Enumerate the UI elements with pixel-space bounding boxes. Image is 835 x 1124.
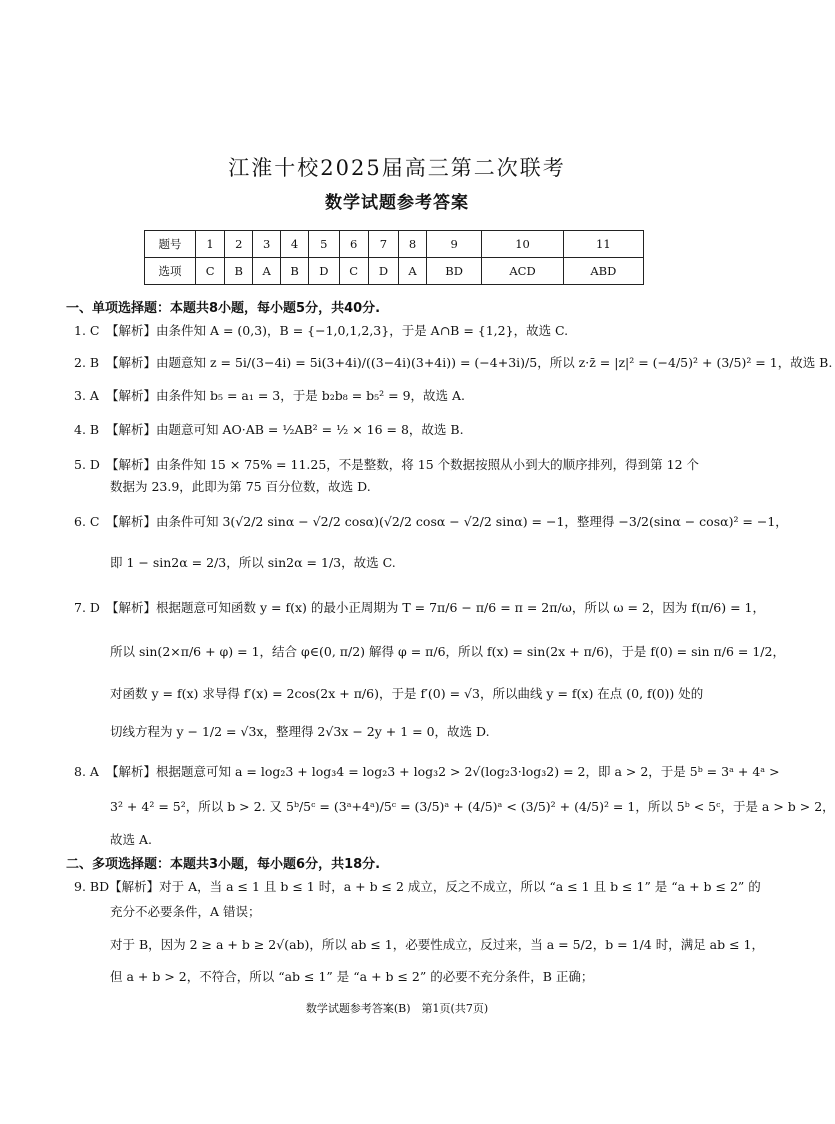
row-header-number: 题号 — [145, 231, 196, 258]
solution-line — [74, 321, 724, 339]
solution-text: 【解析】根据题意可知 a = log₂3 + log₃4 = log₂3 + log₃2 > 2√(log₂3·log₃2) = 2，即 a > 2，于是 5ᵇ = 3ᵃ + 4ᵃ > — [106, 764, 780, 779]
solution-line — [74, 877, 761, 895]
solution-text: 【解析】由题意可知 AO·AB = ½AB² = ½ × 16 = 8，故选 B. — [106, 422, 464, 437]
answer-table — [144, 230, 644, 285]
solution-text: 【解析】根据题意可知函数 y = f(x) 的最小正周期为 T = 7π/6 − π/6 = π = 2π/ω，所以 ω = 2，因为 f(π/6) = 1， — [106, 600, 765, 615]
solution-continuation: 充分不必要条件，A 错误； — [110, 904, 261, 919]
section-heading-multi-choice: 二、多项选择题：本题共3小题，每小题6分，共18分. — [66, 857, 381, 872]
solution-text: 【解析】由条件可知 3(√2/2 sinα − √2/2 cosα)(√2/2 cosα − √2/2 sinα) = −1，整理得 −3/2(sinα − cosα)² = −1， — [106, 514, 788, 529]
question-number: 7 — [368, 231, 398, 258]
solution-text: 【解析】对于 A，当 a ≤ 1 且 b ≤ 1 时，a + b ≤ 2 成立，反之不成立，所以 “a ≤ 1 且 b ≤ 1” 是 “a + b ≤ 2” 的 — [109, 879, 761, 894]
solution-line — [74, 762, 780, 780]
solution-line — [74, 512, 788, 530]
section-heading-single-choice: 一、单项选择题：本题共8小题，每小题5分，共40分. — [66, 301, 381, 316]
solution-text: 【解析】由题意知 z = 5i/(3−4i) = 5i(3+4i)/((3−4i)(3+4i)) = (−4+3i)/5，所以 z·z̄ = |z|² = (−4/5)² + (3/5)² = 1，故选 B. — [106, 355, 833, 370]
solution-line — [74, 598, 765, 616]
solution-continuation: 切线方程为 y − 1/2 = √3x，整理得 2√3x − 2y + 1 = 0，故选 D. — [110, 724, 490, 739]
answer-cell: D — [309, 258, 339, 285]
solution-continuation: 即 1 − sin2α = 2/3，所以 sin2α = 1/3，故选 C. — [110, 555, 396, 570]
page-footer: 数学试题参考答案(B) 第1页(共7页) — [305, 1002, 489, 1015]
solution-line — [74, 386, 724, 404]
solution-continuation: 但 a + b > 2，不符合，所以 “ab ≤ 1” 是 “a + b ≤ 2” 的必要不充分条件，B 正确； — [110, 969, 594, 984]
answer-cell: ABD — [563, 258, 643, 285]
answer-cell: A — [399, 258, 427, 285]
solution-line — [74, 353, 833, 371]
answer-cell: BD — [426, 258, 482, 285]
question-number: 10 — [482, 231, 563, 258]
solution-line — [74, 455, 724, 473]
answer-cell: ACD — [482, 258, 563, 285]
solution-continuation: 所以 sin(2×π/6 + φ) = 1，结合 φ∈(0, π/2) 解得 φ = π/6，所以 f(x) = sin(2x + π/6)，于是 f(0) = sin π/6 = 1/2， — [110, 644, 785, 659]
solution-continuation: 对于 B，因为 2 ≥ a + b ≥ 2√(ab)，所以 ab ≤ 1，必要性成立，反过来，当 a = 5/2，b = 1/4 时，满足 ab ≤ 1， — [110, 937, 765, 952]
solution-number: 4. B — [74, 422, 100, 437]
solution-continuation: 对函数 y = f(x) 求导得 f′(x) = 2cos(2x + π/6)，于是 f′(0) = √3，所以曲线 y = f(x) 在点 (0, f(0)) 处的 — [110, 686, 704, 701]
solution-continuation: 数据为 23.9，此即为第 75 百分位数，故选 D. — [110, 479, 371, 494]
solution-continuation: 3² + 4² = 5²，所以 b > 2. 又 5ᵇ/5ᶜ = (3ᵃ+4ᵃ)/5ᶜ = (3/5)ᵃ + (4/5)ᵃ < (3/5)² + (4/5)² = 1，所以 5ᵇ < 5ᶜ，于是 a > b > 2， — [110, 799, 835, 814]
solution-number: 7. D — [74, 600, 100, 615]
answer-cell: C — [196, 258, 225, 285]
answer-cell: A — [253, 258, 281, 285]
solution-number: 8. A — [74, 764, 99, 779]
question-number: 6 — [339, 231, 368, 258]
answer-cell: C — [339, 258, 368, 285]
solution-text: 【解析】由条件知 b₅ = a₁ = 3，于是 b₂b₈ = b₅² = 9，故选 A. — [106, 388, 466, 403]
solution-number: 6. C — [74, 514, 100, 529]
answer-table-answer-row — [145, 258, 644, 285]
question-number: 11 — [563, 231, 643, 258]
answer-table-number-row — [145, 231, 644, 258]
question-number: 2 — [225, 231, 253, 258]
question-number: 3 — [253, 231, 281, 258]
answer-cell: B — [225, 258, 253, 285]
question-number: 1 — [196, 231, 225, 258]
answer-cell: D — [368, 258, 398, 285]
question-number: 9 — [426, 231, 482, 258]
solution-continuation: 故选 A. — [110, 832, 152, 847]
row-header-answer: 选项 — [145, 258, 196, 285]
solution-number: 2. B — [74, 355, 100, 370]
solution-number: 3. A — [74, 388, 99, 403]
page-title: 江淮十校2025届高三第二次联考 — [228, 156, 566, 180]
question-number: 4 — [280, 231, 308, 258]
solution-line — [74, 420, 724, 438]
answer-cell: B — [280, 258, 308, 285]
solution-number: 5. D — [74, 457, 100, 472]
page-subtitle: 数学试题参考答案 — [325, 193, 469, 213]
solution-text: 【解析】由条件知 A = (0,3)，B = {−1,0,1,2,3}，于是 A∩B = {1,2}，故选 C. — [106, 323, 569, 338]
question-number: 8 — [399, 231, 427, 258]
solution-number: 9. BD — [74, 879, 110, 894]
question-number: 5 — [309, 231, 339, 258]
solution-text: 【解析】由条件知 15 × 75% = 11.25，不是整数，将 15 个数据按照从小到大的顺序排列，得到第 12 个 — [106, 457, 699, 472]
solution-number: 1. C — [74, 323, 100, 338]
